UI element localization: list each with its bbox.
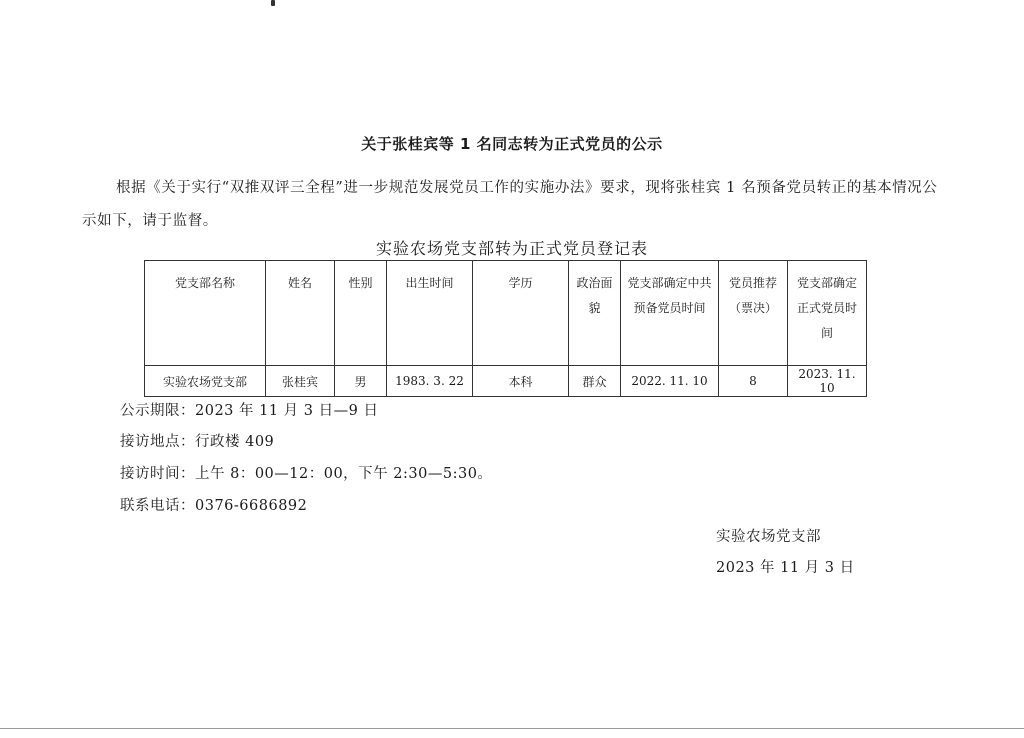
header-gender: 性别 (335, 261, 387, 366)
cell-political-status: 群众 (569, 366, 621, 397)
header-branch-name: 党支部名称 (145, 261, 266, 366)
cell-full-member-date: 2023. 11. 10 (788, 366, 867, 397)
info-phone: 联系电话：0376-6686892 (120, 498, 308, 514)
cell-education: 本科 (473, 366, 569, 397)
header-full-member-date: 党支部确定正式党员时间 (788, 261, 867, 366)
table-title: 实验农场党支部转为正式党员登记表 (375, 239, 648, 258)
cell-birth-date: 1983. 3. 22 (387, 366, 473, 397)
info-period: 公示期限：2023 年 11 月 3 日—9 日 (120, 403, 379, 419)
scan-edge-line (0, 728, 1024, 729)
info-time: 接访时间：上午 8：00—12：00，下午 2:30—5:30。 (120, 466, 493, 482)
signature-org: 实验农场党支部 (716, 529, 821, 545)
header-political-status: 政治面貌 (569, 261, 621, 366)
signature-date: 2023 年 11 月 3 日 (716, 560, 855, 576)
table-header-row (145, 261, 867, 366)
registration-table (144, 260, 867, 397)
header-birth-date: 出生时间 (387, 261, 473, 366)
table-row (145, 366, 867, 397)
cell-branch-name: 实验农场党支部 (145, 366, 266, 397)
scan-speck (271, 0, 275, 6)
header-education: 学历 (473, 261, 569, 366)
cell-recommendation-votes: 8 (719, 366, 788, 397)
cell-gender: 男 (335, 366, 387, 397)
notice-title: 关于张桂宾等 1 名同志转为正式党员的公示 (361, 135, 663, 153)
info-location: 接访地点：行政楼 409 (120, 434, 275, 450)
header-probationary-date: 党支部确定中共预备党员时间 (621, 261, 719, 366)
notice-paragraph: 根据《关于实行“双推双评三全程”进一步规范发展党员工作的实施办法》要求，现将张桂宾 1 名预备党员转正的基本情况公示如下，请于监督。 (82, 180, 938, 229)
cell-name: 张桂宾 (266, 366, 335, 397)
header-name: 姓名 (266, 261, 335, 366)
header-recommendation-votes: 党员推荐（票决） (719, 261, 788, 366)
cell-probationary-date: 2022. 11. 10 (621, 366, 719, 397)
